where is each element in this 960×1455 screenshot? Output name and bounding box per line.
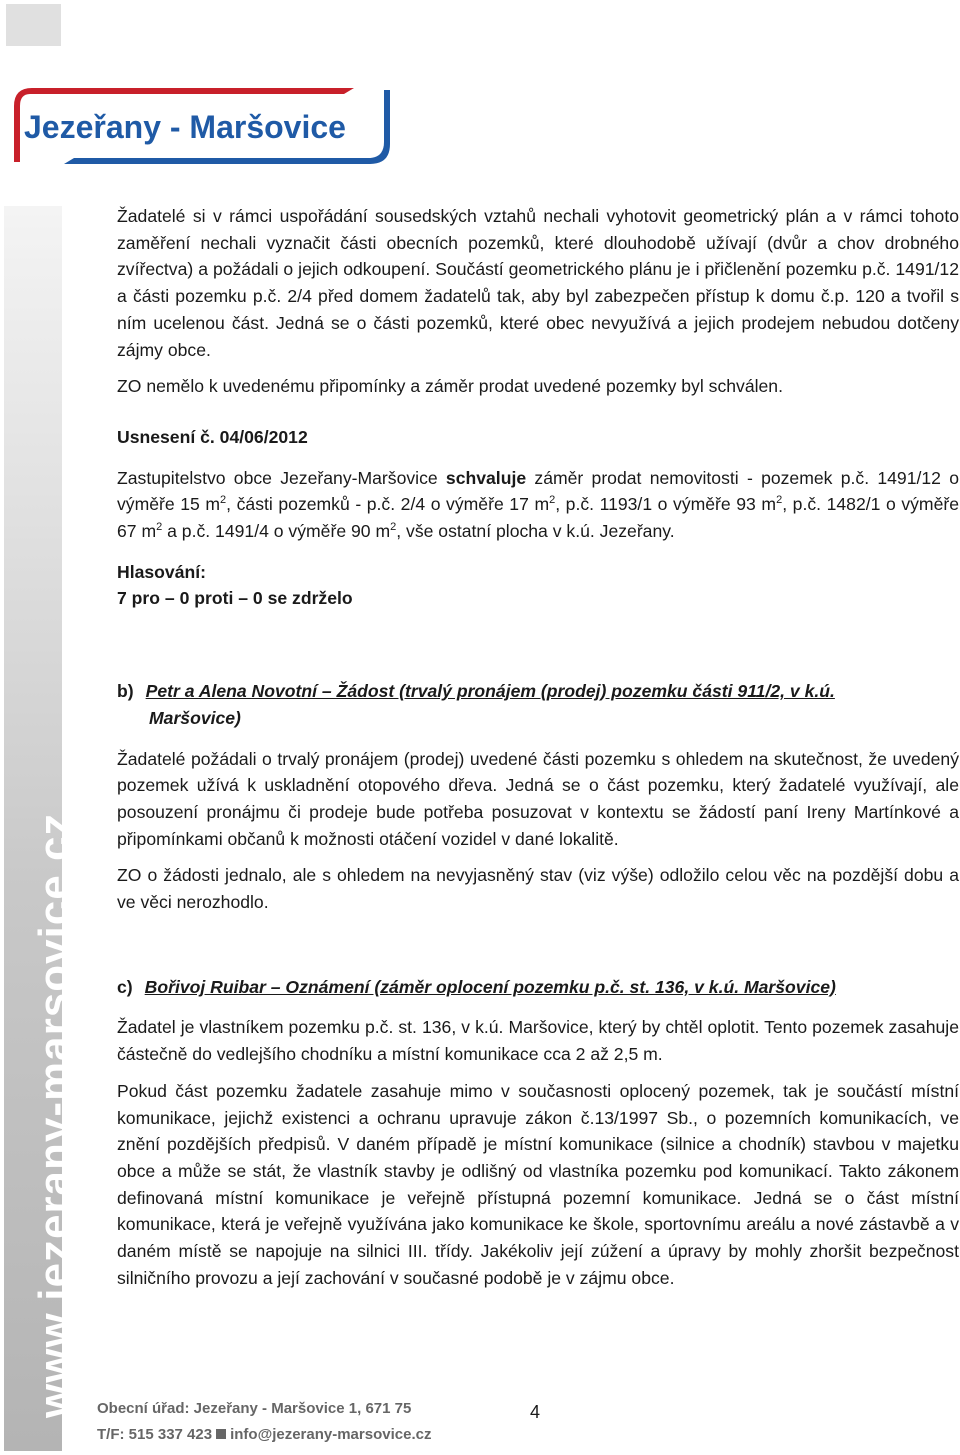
section-b-heading: b) Petr a Alena Novotní – Žádost (trvalý pronájem (prodej) pozemku části 911/2, v k.ú. Maršovice) (117, 681, 835, 728)
section-c-paragraph-1: Žadatel je vlastníkem pozemku p.č. st. 136, v k.ú. Maršovice, který by chtěl oplotit. Tento pozemek zasahuje částečně do vedlejšího chodníku a místní komunikace cca 2 až 2,5 m. (117, 1017, 959, 1065)
footer-contact (97, 1396, 431, 1448)
section-c-paragraph-2: Pokud část pozemku žadatele zasahuje mimo v současnosti oplocený pozemek, tak je součástí místní komunikace, jejichž existenci a ochranu upravuje zákon č.13/1997 Sb., o pozemních komunikacích, ve znění pozdějších předpisů. V daném případě je místní komunikace (silnice a chodník) stavbou v majetku obce a může se stát, že vlastník stavby je odlišný od vlastníka pozemku pod komunikací. Takto zákonem definovaná místní komunikace je veřejně přístupná pozemní komunikace. Jedná se o část místní komunikace, která je veřejně využívána jako komunikace ke škole, sportovnímu areálu a nové zástavbě a v daném místě se napojuje na silnici III. třídy. Jakékoliv její zúžení a úpravy by mohly zhoršit bezpečnost silničního provozu a její zachování v současné podobě je v zájmu obce. (117, 1080, 959, 1288)
resolution-title: Usnesení č. 04/06/2012 (117, 426, 308, 447)
logo-text: Jezeřany - Maršovice (24, 109, 346, 145)
footer-contact-line (97, 1422, 431, 1448)
resolution-text: Zastupitelstvo obce Jezeřany-Maršovice schvaluje záměr prodat nemovitosti - pozemek p.č. 1491/12 o výměře 15 $m^2$, části pozemků - p.č. 2/4 o výměře 17 $m^2$, p.č. 1193/1 o výměře 93 $m^2$, p.č. 1482/1 o výměře 67 $m^2$ a p.č. 1491/4 o výměře 90 $m^2$, vše ostatní plocha v k.ú. Jezeřany. (117, 467, 960, 542)
section-c-heading: c) Bořivoj Ruibar – Oznámení (záměr oplocení pozemku p.č. st. 136, v k.ú. Maršovice) (117, 976, 836, 997)
paragraph-intro: Žadatelé si v rámci uspořádání sousedských vztahů nechali vyhotovit geometrický plán a v rámci tohoto zaměření nechali vyznačit části obecních pozemků, které dlouhodobě užívají (dvůr a chov drobného zvířectva) a požádali o jejich odkoupení. Součástí geometrického plánu je i přičlenění pozemku p.č. 1491/12 a části pozemku p.č. 2/4 před domem žadatelů tak, aby byl zabezpečen přístup k domu č.p. 120 a tvořil s ním ucelenou část. Jedná se o části pozemků, které obec nevyužívá a jejich prodejem nebudou dotčeny zájmy obce. (117, 206, 959, 360)
footer-address: Obecní úřad: Jezeřany - Maršovice 1, 671 75 (97, 1400, 412, 1417)
footer-email: info@jezerany-marsovice.cz (230, 1426, 432, 1443)
page-number: 4 (530, 1402, 541, 1422)
logo (4, 84, 400, 168)
paragraph-zo-note: ZO nemělo k uvedenému připomínky a záměr prodat uvedené pozemky byl schválen. (117, 376, 783, 397)
website-vertical-text: www.jezerany-marsovice.cz (30, 812, 79, 1418)
document-body (117, 203, 959, 1292)
section-b-paragraph-2: ZO o žádosti jednalo, ale s ohledem na nevyjasněný stav (viz výše) odložilo celou věc na pozdější dobu a ve věci nerozhodlo. (117, 865, 959, 913)
section-b-paragraph-1: Žadatelé požádali o trvalý pronájem (prodej) uvedené části pozemku s ohledem na skutečnost, že uvedený pozemek užívá k uskladnění otopového dřeva. Jedná se o část pozemku, který žadatelé využívají, ale posouzení pronájmu či prodeje bude potřeba posuzovat v kontextu se žádostí paní Ireny Martínkové a připomínkami občanů k možnosti otáčení vozidel v dané lokalitě. (117, 748, 959, 849)
vote-result: 7 pro – 0 proti – 0 se zdrželo (117, 588, 353, 609)
vote-label: Hlasování: (117, 561, 206, 582)
corner-decoration (6, 4, 61, 46)
logo-graphic (4, 84, 400, 168)
square-bullet-icon (216, 1429, 226, 1439)
footer-phone: T/F: 515 337 423 (97, 1426, 213, 1443)
